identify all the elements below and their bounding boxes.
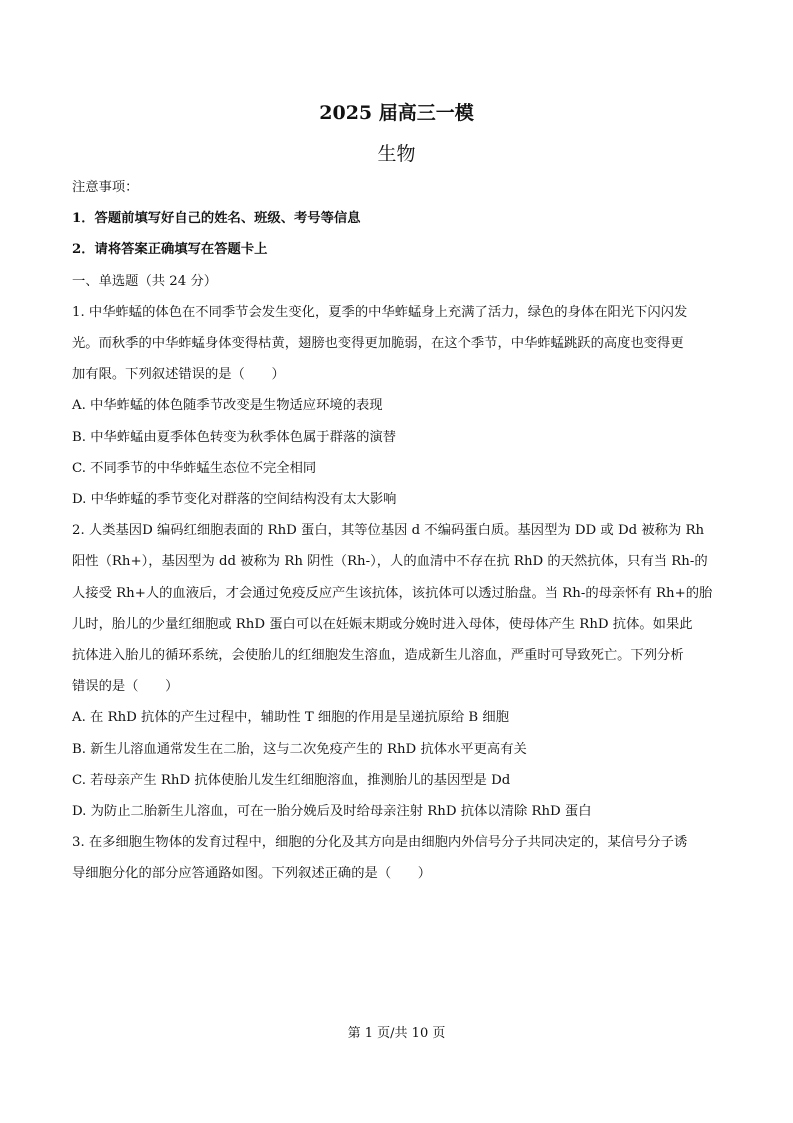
question-3 [72,827,724,889]
answer-option: C. 若母亲产生 RhD 抗体使胎儿发生红细胞溶血，推测胎儿的基因型是 Dd [72,772,511,788]
notes-heading: 注意事项： [72,180,139,195]
answer-option: B. 新生儿溶血通常发生在二胎，这与二次免疫产生的 RhD 抗体水平更高有关 [72,741,527,757]
question-stem-line: 错误的是（ ） [72,679,179,695]
question-stem-line: 1. 中华蚱蜢的体色在不同季节会发生变化，夏季的中华蚱蜢身上充满了活力，绿色的身体在阳光下闪闪发 [72,304,688,320]
answer-option: A. 在 RhD 抗体的产生过程中，辅助性 T 细胞的作用是呈递抗原给 B 细胞 [72,710,510,726]
question-2 [72,515,724,827]
answer-option: D. 为防止二胎新生儿溶血，可在一胎分娩后及时给母亲注射 RhD 抗体以清除 RhD 蛋白 [72,804,592,820]
question-stem-line: 2. 人类基因D 编码红细胞表面的 RhD 蛋白，其等位基因 d 不编码蛋白质。基因型为 DD 或 Dd 被称为 Rh [72,523,705,539]
note-item: 2．请将答案正确填写在答题卡上 [72,242,268,258]
exam-title: 2025 届高三一模 [319,102,474,124]
answer-option: D. 中华蚱蜢的季节变化对群落的空间结构没有太大影响 [72,492,397,508]
question-stem-line: 阳性（Rh+），基因型为 dd 被称为 Rh 阴性（Rh-），人的血清中不存在抗 RhD 的天然抗体，只有当 Rh-的 [72,554,708,570]
answer-option: C. 不同季节的中华蚱蜢生态位不完全相同 [72,460,317,476]
question-stem-line: 人接受 Rh+人的血液后，才会通过免疫反应产生该抗体，该抗体可以透过胎盘。当 Rh-的母亲怀有 Rh+的胎 [72,585,713,601]
question-stem-line: 儿时，胎儿的少量红细胞或 RhD 蛋白可以在妊娠末期或分娩时进入母体，使母体产生 RhD 抗体。如果此 [72,616,693,632]
question-stem-line: 抗体进入胎儿的循环系统，会使胎儿的红细胞发生溶血，造成新生儿溶血，严重时可导致死亡。下列分析 [72,648,684,664]
question-stem-line: 3. 在多细胞生物体的发育过程中，细胞的分化及其方向是由细胞内外信号分子共同决定的，某信号分子诱 [72,835,688,851]
question-stem-line: 加有限。下列叙述错误的是（ ） [72,367,285,383]
answer-option: A. 中华蚱蜢的体色随季节改变是生物适应环境的表现 [72,398,383,414]
answer-option: B. 中华蚱蜢由夏季体色转变为秋季体色属于群落的演替 [72,429,397,445]
note-item: 1．答题前填写好自己的姓名、班级、考号等信息 [72,211,361,227]
section-heading: 一、单选题（共 24 分） [72,273,218,289]
subject-title: 生物 [377,143,416,165]
question-stem-line: 导细胞分化的部分应答通路如图。下列叙述正确的是（ ） [72,866,432,882]
question-1 [72,297,724,515]
question-stem-line: 光。而秋季的中华蚱蜢身体变得枯黄，翅膀也变得更加脆弱，在这个季节，中华蚱蜢跳跃的高度也变得更 [72,336,684,352]
exam-body [72,172,724,890]
page-footer: 第 1 页/共 10 页 [347,1026,446,1041]
